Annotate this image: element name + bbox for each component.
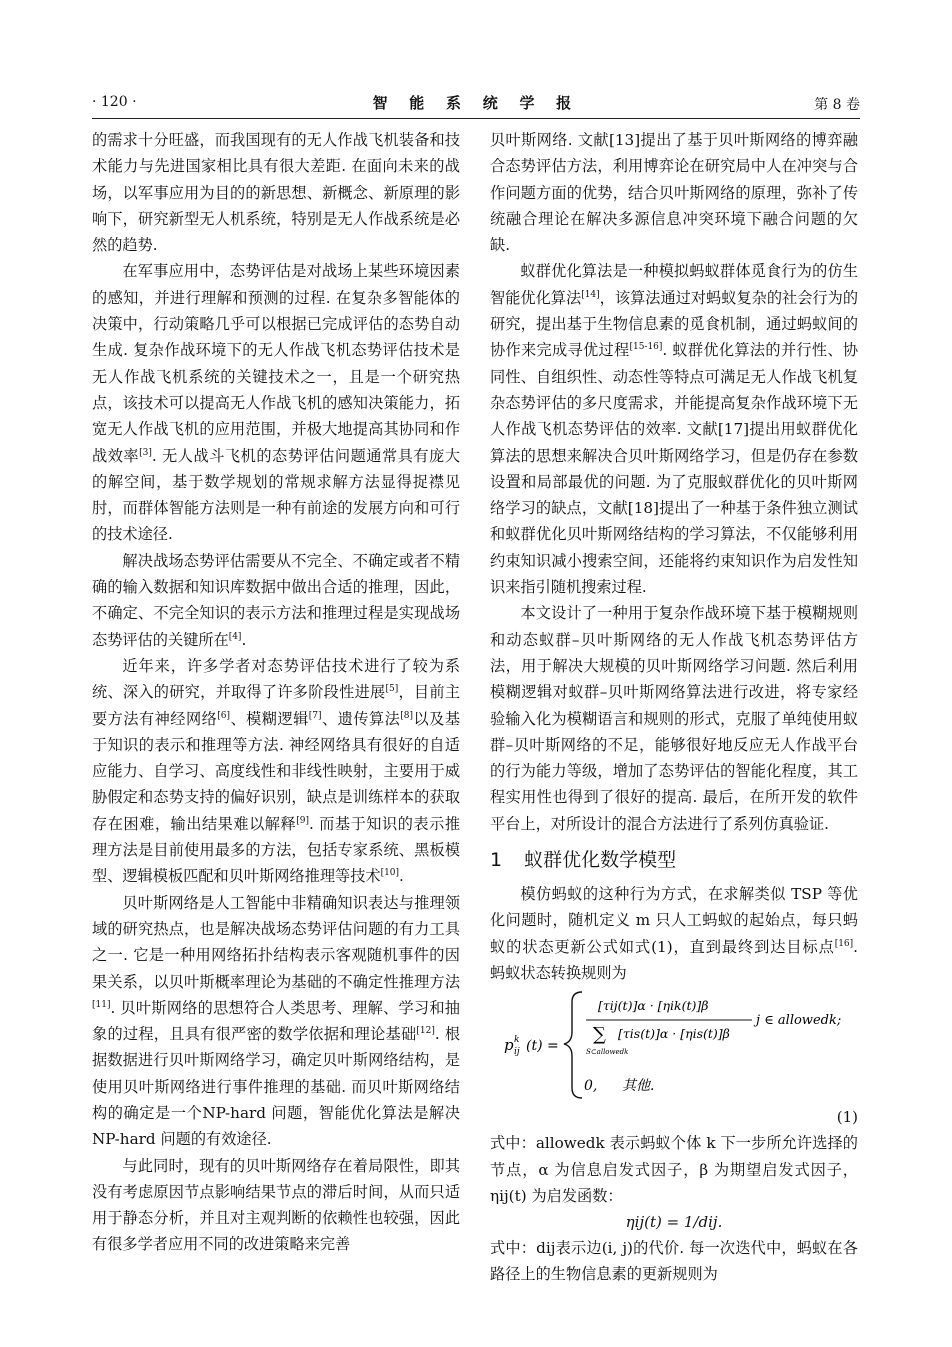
equation-lhs-sub: ij bbox=[514, 1047, 520, 1058]
citation: [5] bbox=[385, 684, 399, 695]
section-number: 1 bbox=[490, 849, 503, 872]
equation-lhs-sup: k bbox=[514, 1035, 520, 1046]
left-brace bbox=[564, 992, 582, 1098]
citation: [3] bbox=[139, 447, 152, 458]
paragraph: 式中：dij表示边(i, j)的代价. 每一次迭代中，蚂蚁在各路径上的生物信息素的更新规则为 bbox=[490, 1239, 858, 1284]
paragraph: 蚁群优化算法是一种模拟蚂蚁群体觅食行为的仿生智能优化算法[14]，该算法通过对蚂蚁复杂的社会行为的研究，提出基于生物信息素的觅食机制，通过蚂蚁间的协作来完成寻优过程[15-16]. 蚁群优化算法的并行性、协同性、自组织性、动态性等特点可满足无人作战飞机复杂态势评估的多尺度需求，并能提高复杂作战环境下无人作战飞机态势评估的效率. 文献[17]提出用蚁群优化算法的思想来解决合贝叶斯网络学习，但是仍存在参数设置和局部最优的问题. 为了克服蚁群优化的贝叶斯网络学习的缺点，文献[18]提出了一种基于条件独立测试和蚁群优化贝叶斯网络结构的学习算法，不仅能够利用约束知识减小搜索空间，还能将约束知识作为启发性知识来指引随机搜索过程. bbox=[490, 262, 859, 597]
fraction-denominator: [τis(t)]α · [ηis(t)]β bbox=[618, 1026, 730, 1042]
paragraph: 近年来，许多学者对态势评估技术进行了较为系统、深入的研究，并取得了许多阶段性进展[5]，目前主要方法有神经网络[6]、模糊逻辑[7]、遗传算法[8]以及基于知识的表示和推理等方法. 神经网络具有很好的自适应能力、自学习、高度线性和非线性映射，主要用于威胁假定和态势支持的偏好识别，缺点是训练样本的获取存在困难，输出结果难以解释[9]. 而基于知识的表示推理方法是目前使用最多的方法，包括专家系统、黑板模型、逻辑模板匹配和贝叶斯网络推理等技术[10]. bbox=[92, 656, 461, 886]
citation: [8] bbox=[400, 710, 414, 721]
paragraph: 贝叶斯网络. 文献[13]提出了基于贝叶斯网络的博弈融合态势评估方法，利用博弈论在研究局中人在冲突与合作问题方面的优势，结合贝叶斯网络的原理，弥补了传统融合理论在解决多源信息冲突环境下融合问题的欠缺. bbox=[490, 131, 858, 255]
right-column bbox=[490, 127, 858, 1288]
citation: [4] bbox=[228, 631, 242, 642]
equation-lhs: p bbox=[504, 1036, 514, 1055]
paragraph: 的需求十分旺盛，而我国现有的无人作战飞机装备和技术能力与先进国家相比具有很大差距. 在面向未来的战场，以军事应用为目的的新思想、新概念、新原理的影响下，研究新型无人机系统，特别是无人作战系统是必然的趋势. bbox=[92, 131, 460, 255]
running-header bbox=[92, 92, 860, 119]
paragraph: 与此同时，现有的贝叶斯网络存在着局限性，即其没有考虑原因节点影响结果节点的滞后时间，从而只适用于静态分析，并且对主观判断的依赖性也较强，因此有很多学者应用不同的改进策略来完善 bbox=[92, 1156, 460, 1254]
citation: [10] bbox=[380, 868, 400, 879]
case2-value: 0, bbox=[584, 1078, 598, 1095]
citation: [11] bbox=[92, 999, 111, 1010]
citation: [14] bbox=[581, 289, 600, 300]
case2-condition: 其他. bbox=[622, 1078, 655, 1095]
paragraph: 在军事应用中，态势评估是对战场上某些环境因素的感知，并进行理解和预测的过程. 在复杂多智能体的决策中，行动策略几乎可以根据已完成评估的态势自动生成. 复杂作战环境下的无人作战飞机态势评估技术是无人作战飞机系统的关键技术之一，且是一个研究热点，该技术可以提高无人作战飞机的感知决策能力，拓宽无人作战飞机的应用范围，并极大地提高其协同和作战效率[3]. 无人战斗飞机的态势评估问题通常具有庞大的解空间，基于数学规划的常规求解方法显得捉襟见肘，而群体智能方法则是一种有前途的发展方向和可行的技术途径. bbox=[92, 262, 461, 544]
paragraph: 式中：allowedk 表示蚂蚁个体 k 下一步所允许选择的节点，α 为信息启发式因子，β 为期望启发式因子，ηij(t) 为启发函数： bbox=[490, 1134, 858, 1205]
citation: [7] bbox=[308, 710, 322, 721]
sum-symbol: ∑ bbox=[593, 1024, 606, 1046]
journal-title: 智 能 系 统 学 报 bbox=[372, 94, 580, 112]
citation: [12] bbox=[416, 1026, 435, 1037]
citation: [16] bbox=[834, 938, 854, 949]
equation-1 bbox=[490, 986, 858, 1104]
section-heading bbox=[490, 845, 858, 875]
paragraph: 本文设计了一种用于复杂作战环境下基于模糊规则和动态蚁群–贝叶斯网络的无人作战飞机态势评估方法，用于解决大规模的贝叶斯网络学习问题. 然后利用模糊逻辑对蚁群–贝叶斯网络算法进行改进，将专家经验输入化为模糊语言和规则的形式，克服了单纯使用蚁群–贝叶斯网络的不足，能够很好地反应无人作战平台的行为能力等级，增加了态势评估的智能化程度，其工程实用性也得到了很好的提高. 最后，在所开发的软件平台上，对所设计的混合方法进行了系列仿真验证. bbox=[490, 604, 858, 833]
citation: [9] bbox=[296, 815, 309, 826]
citation: [6] bbox=[217, 710, 231, 721]
case1-condition: j ∈ allowedk; bbox=[756, 1013, 842, 1029]
paragraph: 模仿蚂蚁的这种行为方式，在求解类似 TSP 等优化问题时，随机定义 m 只人工蚂蚁的起始点，每只蚂蚁的状态更新公式如式(1)，直到最终到达目标点[16]. 蚂蚁状态转换规则为 bbox=[490, 885, 858, 982]
equation-2: ηij(t) = 1/dij. bbox=[625, 1213, 723, 1232]
citation: [15-16] bbox=[629, 342, 663, 353]
sum-subscript: S⊂allowedk bbox=[586, 1048, 629, 1057]
volume-label: 第 8 卷 bbox=[814, 97, 860, 113]
equation-lhs-arg: (t) = bbox=[526, 1038, 559, 1055]
section-title: 蚁群优化数学模型 bbox=[524, 849, 677, 872]
equation-1-graphic bbox=[490, 986, 858, 1104]
paragraph: 贝叶斯网络是人工智能中非精确知识表达与推理领域的研究热点，也是解决战场态势评估问题的有力工具之一. 它是一种用网络拓扑结构表示客观随机事件的因果关系，以贝叶斯概率理论为基础的不确定性推理方法[11]. 贝叶斯网络的思想符合人类思考、理解、学习和抽象的过程，且具有很严密的数学依据和理论基础[12]. 根据数据进行贝叶斯网络学习，确定贝叶斯网络结构，是使用贝叶斯网络进行事件推理的基础. 而贝叶斯网络结构的确定是一个NP-hard 问题，智能优化算法是解决 NP-hard 问题的有效途径. bbox=[92, 893, 461, 1149]
paragraph: 解决战场态势评估需要从不完全、不确定或者不精确的输入数据和知识库数据中做出合适的推理，因此，不确定、不完全知识的表示方法和推理过程是实现战场态势评估的关键所在[4]. bbox=[92, 551, 460, 649]
left-column bbox=[92, 127, 460, 1258]
fraction-numerator: [τij(t)]α · [ηik(t)]β bbox=[598, 998, 709, 1014]
equation-number: (1) bbox=[836, 1108, 858, 1127]
page-number: · 120 · bbox=[92, 94, 137, 110]
